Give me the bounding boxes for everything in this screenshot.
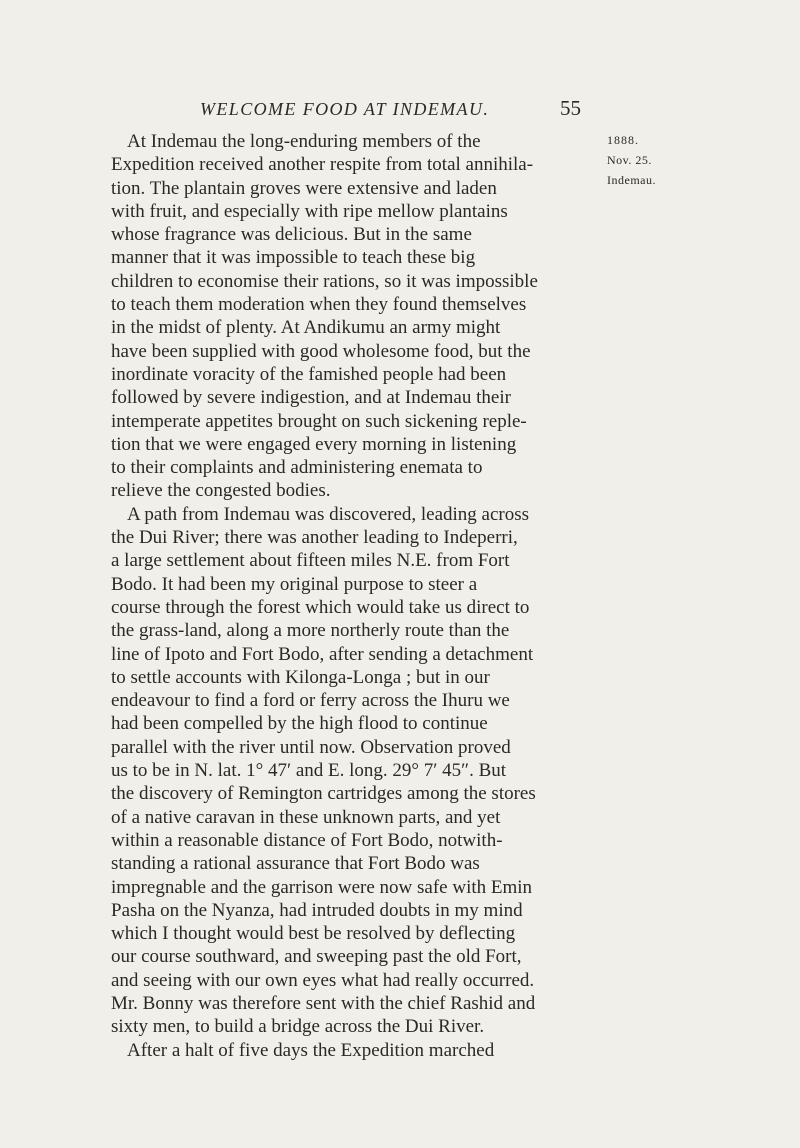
text-line: Pasha on the Nyanza, had intruded doubts in my mind	[111, 899, 523, 921]
margin-note-date: Nov. 25.	[607, 153, 652, 167]
text-line: parallel with the river until now. Observation proved	[111, 736, 511, 758]
text-line: the grass-land, along a more northerly route than the	[111, 620, 510, 642]
text-line: tion that we were engaged every morning in listening	[111, 433, 517, 455]
text-line: with fruit, and especially with ripe mellow plantains	[111, 200, 508, 222]
text-line: Expedition received another respite from total annihila-	[111, 154, 534, 176]
text-line: whose fragrance was delicious. But in the same	[111, 224, 472, 246]
text-line: tion. The plantain groves were extensive and laden	[111, 177, 497, 199]
text-line: the discovery of Remington cartridges among the stores	[111, 783, 536, 805]
text-line: At Indemau the long-enduring members of the	[127, 131, 481, 152]
text-line: followed by severe indigestion, and at Indemau their	[111, 387, 511, 409]
text-line: to settle accounts with Kilonga-Longa ; but in our	[111, 666, 490, 688]
text-line: which I thought would best be resolved by deflecting	[111, 923, 516, 945]
text-line: impregnable and the garrison were now safe with Emin	[111, 876, 533, 898]
text-line: manner that it was impossible to teach these big	[111, 247, 476, 269]
page-number: 55	[560, 96, 581, 120]
text-line: within a reasonable distance of Fort Bodo, notwith-	[111, 829, 503, 851]
text-line: a large settlement about fifteen miles N.E. from Fort	[111, 550, 510, 572]
text-line: the Dui River; there was another leading to Indeperri,	[111, 527, 518, 549]
text-line: course through the forest which would take us direct to	[111, 596, 530, 618]
text-line: Mr. Bonny was therefore sent with the chief Rashid and	[111, 992, 536, 1014]
text-line: inordinate voracity of the famished people had been	[111, 363, 507, 385]
text-line: Bodo. It had been my original purpose to steer a	[111, 573, 478, 595]
text-line: A path from Indemau was discovered, leading across	[127, 503, 530, 525]
running-head	[0, 96, 800, 126]
margin-note-place: Indemau.	[607, 173, 656, 187]
text-line: line of Ipoto and Fort Bodo, after sending a detachment	[111, 643, 534, 665]
text-line: in the midst of plenty. At Andikumu an army might	[111, 317, 501, 339]
text-line: to teach them moderation when they found themselves	[111, 294, 527, 316]
text-line: had been compelled by the high flood to continue	[111, 713, 488, 735]
text-line: us to be in N. lat. 1° 47′ and E. long. 29° 7′ 45″. But	[111, 760, 507, 782]
text-line: to their complaints and administering enemata to	[111, 457, 483, 479]
text-line: children to economise their rations, so it was impossible	[111, 270, 538, 292]
body-text	[111, 130, 599, 1062]
margin-note	[607, 130, 695, 190]
text-line: After a halt of five days the Expedition marched	[127, 1039, 495, 1061]
text-line: endeavour to find a ford or ferry across the Ihuru we	[111, 690, 510, 712]
running-title: WELCOME FOOD AT INDEMAU.	[200, 99, 490, 119]
text-line: have been supplied with good wholesome food, but the	[111, 340, 531, 362]
text-line: relieve the congested bodies.	[111, 480, 331, 502]
text-line: of a native caravan in these unknown parts, and yet	[111, 806, 501, 828]
text-line: sixty men, to build a bridge across the Dui River.	[111, 1016, 485, 1038]
text-line: and seeing with our own eyes what had really occurred.	[111, 969, 535, 991]
margin-note-year: 1888.	[607, 133, 639, 147]
text-line: standing a rational assurance that Fort Bodo was	[111, 853, 480, 875]
text-line: intemperate appetites brought on such sickening reple-	[111, 410, 527, 432]
text-line: our course southward, and sweeping past the old Fort,	[111, 946, 522, 968]
